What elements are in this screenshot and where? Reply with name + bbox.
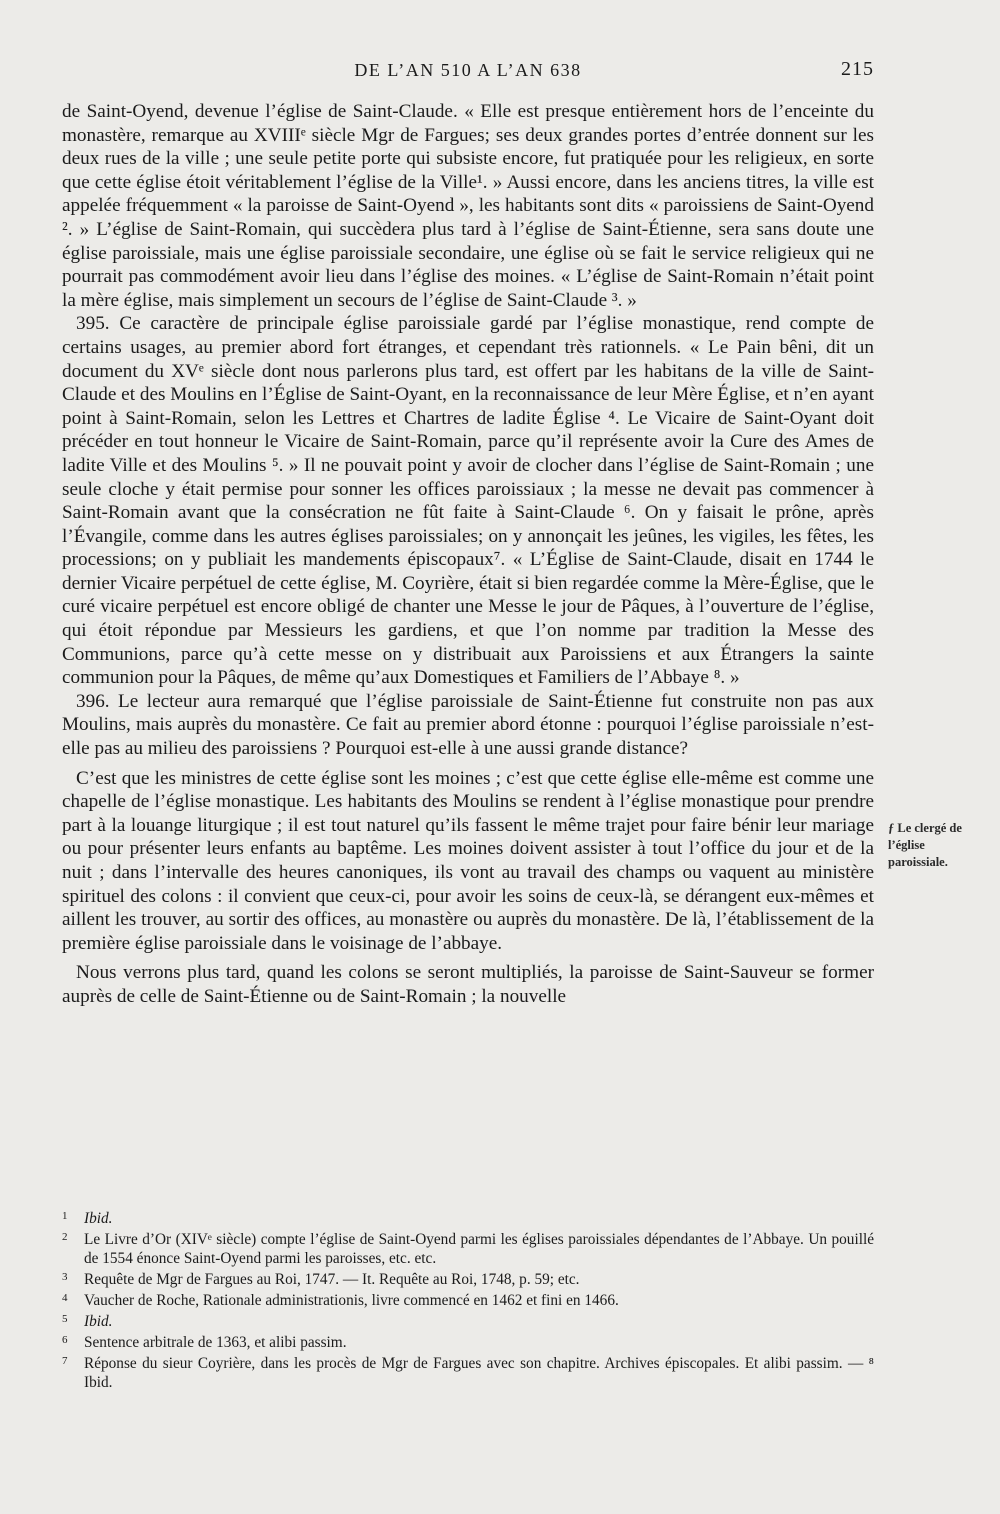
footnote (62, 1352, 874, 1392)
footnote-mark: 3 (62, 1271, 68, 1283)
footnote-text: Ibid. (84, 1313, 113, 1330)
footnote-mark: 6 (62, 1334, 68, 1346)
footnote-mark: 7 (62, 1355, 68, 1367)
running-head: DE L’AN 510 A L’AN 638 (354, 60, 582, 80)
margin-note: ƒ Le clergé de l’église paroissiale. (888, 821, 962, 869)
paragraph-1: de Saint-Oyend, devenue l’église de Saint-Claude. « Elle est presque entièrement hors de l’enceinte du monastère, remarque au XVIIIᵉ siècle Mgr de Fargues; ses deux grandes portes d’entrée donnent sur les deux rues de la ville ; une seule petite porte qui subsiste encore, fut pratiquée pour les religieux, en sorte que cette église étoit véritablement l’église de la Ville¹. » Aussi encore, dans les anciens titres, la ville est appelée fréquemment « la paroisse de Saint-Oyend », les habitants sont dits « paroissiens de Saint-Oyend ². » L’église de Saint-Romain, qui succèdera plus tard à l’église de Saint-Étienne, sera sans doute une église paroissiale, mais une église paroissiale secondaire, une église où se fait le service religieux qui ne pourrait pas commodément avoir lieu dans l’église des moines. « L’église de Saint-Romain n’était point la mère église, mais simplement un secours de l’église de Saint-Claude ³. » (62, 101, 874, 311)
footnote-text: Ibid. (84, 1210, 113, 1227)
page-number: 215 (841, 58, 874, 80)
paragraph-396: 396. Le lecteur aura remarqué que l’église paroissiale de Saint-Étienne fut construite non pas aux Moulins, mais auprès du monastère. Ce fait au premier abord étonne : pourquoi l’église paroissiale n’est-elle pas au milieu des paroissiens ? Pourquoi est-elle à une aussi grande distance? (62, 690, 874, 760)
footnote-text: Requête de Mgr de Fargues au Roi, 1747. — It. Requête au Roi, 1748, p. 59; etc. (84, 1271, 580, 1288)
footnote-mark: 1 (62, 1210, 68, 1222)
footnotes (62, 1207, 874, 1392)
page-header (62, 58, 874, 88)
paragraph-395: 395. Ce caractère de principale église paroissiale gardé par l’église monastique, rend compte de certains usages, au premier abord fort étranges, et cependant très rationnels. « Le Pain bêni, dit un document du XVᵉ siècle dont nous parlerons plus tard, est offert par les habitans de la ville de Saint-Claude et des Moulins en l’Église de Saint-Oyant, en la reconnaissance de leur Mère Église, et n’en ayant point à Saint-Romain, selon les Lettres et Chartres de ladite Église ⁴. Le Vicaire de Saint-Oyant doit précéder en tout honneur le Vicaire de Saint-Romain, parce qu’il représente avoir la Cure des Ames de ladite Ville et des Moulins ⁵. » Il ne pouvait point y avoir de clocher dans l’église de Saint-Romain ; une seule cloche y était permise pour sonner les offices paroissiaux ; la messe ne devait pas commencer à Saint-Romain avant que la consécration ne fût faite à Saint-Claude ⁶. On y faisait le prône, après l’Évangile, comme dans les autres églises paroissiales; on y annonçait les jeûnes, les vigiles, les fêtes, les processions; on y publiait les mandements épiscopaux⁷. « L’Église de Saint-Claude, disait en 1744 le dernier Vicaire perpétuel de cette église, M. Coyrière, était si bien regardée comme la Mère-Église, que le curé vicaire perpétuel est encore obligé de chanter une Messe le jour de Pâques, à l’ouverture de l’église, qui étoit répondue par Messieurs les gardiens, et que l’on nomme par tradition la Messe des Communions, parce qu’à cette messe on y distribuait aux Paroissiens et aux Étrangers la sainte communion pour la Pâques, de même qu’aux Domestiques et Familiers de l’Abbaye ⁸. » (62, 313, 874, 689)
footnote (62, 1228, 874, 1268)
paragraph-5: Nous verrons plus tard, quand les colons se seront multipliés, la paroisse de Saint-Sauveur se former auprès de celle de Saint-Étienne ou de Saint-Romain ; la nouvelle (62, 962, 874, 1007)
footnote-mark: 2 (62, 1231, 68, 1243)
footnote (62, 1207, 874, 1228)
footnote-mark: 4 (62, 1292, 68, 1304)
main-text (62, 100, 874, 1009)
footnote-text: Réponse du sieur Coyrière, dans les procès de Mgr de Fargues avec son chapitre. Archives épiscopales. Et alibi passim. — ⁸ Ibid. (84, 1355, 874, 1391)
footnote-text: Le Livre d’Or (XIVᵉ siècle) compte l’église de Saint-Oyend parmi les églises paroissiales dépendantes de l’Abbaye. Un pouillé de 1554 énonce Saint-Oyend parmi les paroisses, etc. etc. (84, 1231, 874, 1267)
footnote-text: Sentence arbitrale de 1363, et alibi passim. (84, 1334, 347, 1351)
footnote (62, 1310, 874, 1331)
paragraph-4: C’est que les ministres de cette église sont les moines ; c’est que cette église elle-même est comme une chapelle de l’église monastique. Les habitants des Moulins se rendent à l’église monastique pour prendre part à la louange liturgique ; il est tout naturel qu’ils fassent le même trajet pour faire bénir leur mariage ou pour présenter leurs enfants au baptême. Les moines doivent assister à tout l’office du jour et de la nuit ; dans l’intervalle des heures canoniques, ils vont au travail des champs ou vaquent au ministère spirituel des colons : il convient que ceux-ci, pour avoir les soins de ceux-là, se dérangent eux-mêmes et aillent les trouver, au sortir des offices, au monastère ou auprès du monastère. De là, l’établissement de la première église paroissiale dans le voisinage de l’abbaye. (62, 767, 874, 954)
footnote (62, 1289, 874, 1310)
footnote-text: Vaucher de Roche, Rationale administrationis, livre commencé en 1462 et fini en 1466. (84, 1292, 619, 1309)
footnote (62, 1331, 874, 1352)
footnote (62, 1268, 874, 1289)
footnote-mark: 5 (62, 1313, 68, 1325)
